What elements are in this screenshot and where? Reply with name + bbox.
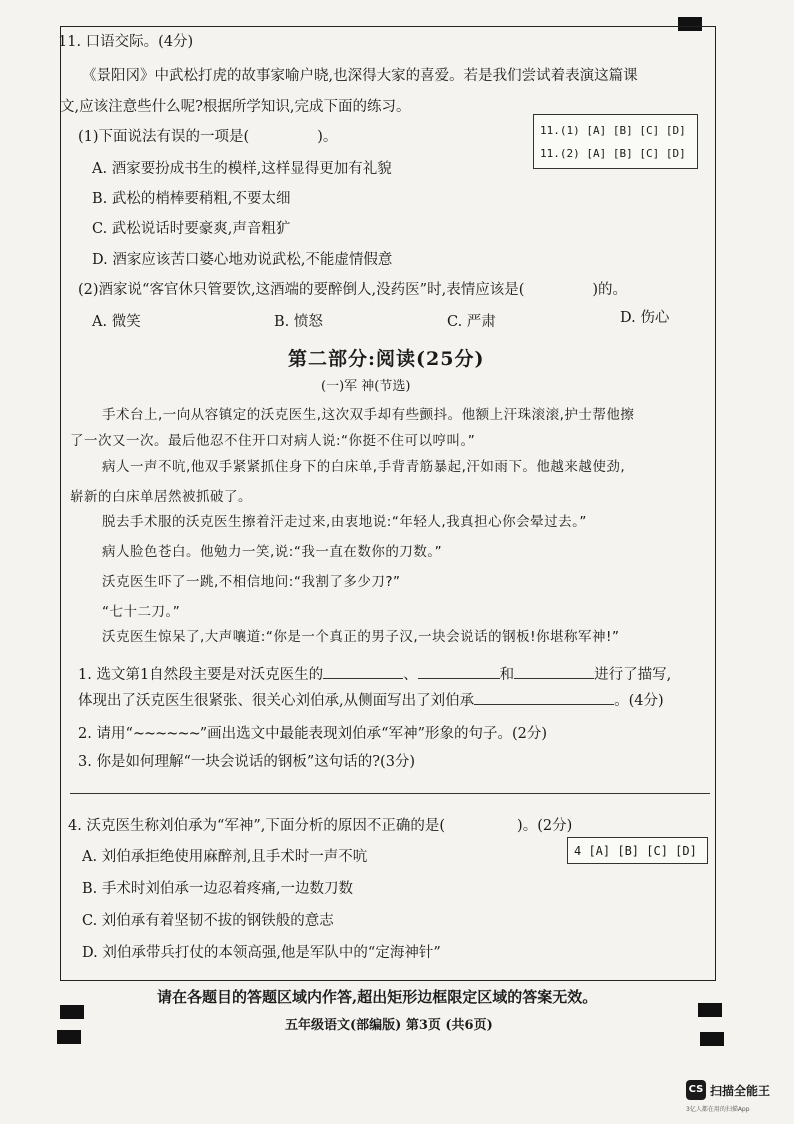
q4-option: D. 刘伯承带兵打仗的本领高强,他是军队中的“定海神针” xyxy=(82,945,441,961)
q1-text xyxy=(78,691,664,709)
q4-option: A. 刘伯承拒绝使用麻醉剂,且手术时一声不吭 xyxy=(82,849,368,865)
q1-points: 。(4分) xyxy=(614,693,664,709)
q1-separator: 和 xyxy=(499,667,515,683)
q11-title: 11. 口语交际。(4分) xyxy=(58,34,194,50)
passage-line: “七十二刀。” xyxy=(102,604,181,620)
q11-option: B. 武松的梢棒要稍粗,不要太细 xyxy=(92,191,291,207)
q1-text xyxy=(78,665,671,683)
alignment-mark xyxy=(60,1005,84,1019)
q11-option: C. 武松说话时要豪爽,声音粗犷 xyxy=(92,221,291,237)
q11-sub2-prefix: (2)酒家说“客官休只管要饮,这酒端的要醉倒人,没药医”时,表情应该是( xyxy=(78,282,525,298)
q11-sub1-prefix: (1)下面说法有误的一项是( xyxy=(78,129,250,145)
q11-intro: 文,应该注意些什么呢?根据所学知识,完成下面的练习。 xyxy=(60,99,411,115)
camscanner-name: 扫描全能王 xyxy=(710,1084,771,1098)
passage-line: 沃克医生吓了一跳,不相信地问:“我割了多少刀?” xyxy=(102,574,401,590)
q11-intro: 《景阳冈》中武松打虎的故事家喻户晓,也深得大家的喜爱。若是我们尝试着表演这篇课 xyxy=(82,68,638,84)
q3-text: 3. 你是如何理解“一块会说话的钢板”这句话的?(3分) xyxy=(78,754,416,770)
q1-blank[interactable] xyxy=(514,665,594,679)
q2-suffix: ”画出选文中最能表现刘伯承“军神”形象的句子。(2分) xyxy=(199,726,548,742)
alignment-mark xyxy=(57,1030,81,1044)
passage-line: 手术台上,一向从容镇定的沃克医生,这次双手却有些颤抖。他额上汗珠滚滚,护士帮他擦 xyxy=(102,407,635,423)
q11-answer-row[interactable]: 11.(1) [A] [B] [C] [D] xyxy=(540,124,686,137)
q11-option: A. 酒家要扮成书生的模样,这样显得更加有礼貌 xyxy=(92,161,392,177)
q4-answer-box[interactable] xyxy=(567,837,708,864)
q2-prefix: 2. 请用“ xyxy=(78,726,133,742)
q1-part-a: 1. 选文第1自然段主要是对沃克医生的 xyxy=(78,667,324,683)
q1-blank[interactable] xyxy=(474,691,614,705)
page-number: 五年级语文(部编版) 第3页 (共6页) xyxy=(285,1018,493,1033)
passage-line: 病人脸色苍白。他勉力一笑,说:“我一直在数你的刀数。” xyxy=(102,544,443,560)
q3-answer-line[interactable] xyxy=(70,793,710,794)
q11-sub2-suffix: )的。 xyxy=(592,282,628,298)
q1-separator: 、 xyxy=(403,667,418,683)
camscanner-logo: CS xyxy=(686,1080,706,1100)
q11-sub1 xyxy=(78,130,337,145)
q11-answer-box[interactable] xyxy=(533,114,698,169)
q1-part-b: 进行了描写, xyxy=(594,667,672,683)
passage-line: 沃克医生惊呆了,大声嚷道:“你是一个真正的男子汉,一块会说话的钢板!你堪称军神!” xyxy=(102,629,620,645)
passage-line: 脱去手术服的沃克医生擦着汗走过来,由衷地说:“年轻人,我真担心你会晕过去。” xyxy=(102,514,587,530)
alignment-mark xyxy=(698,1003,722,1017)
q11-sub2 xyxy=(78,283,627,298)
q11-option: B. 愤怒 xyxy=(274,314,323,330)
camscanner-tagline: 3亿人都在用的扫描App xyxy=(686,1106,750,1113)
q1-blank[interactable] xyxy=(418,665,500,679)
answer-area-notice: 请在各题目的答题区域内作答,超出矩形边框限定区域的答案无效。 xyxy=(157,988,598,1006)
passage-line: 崭新的白床单居然被抓破了。 xyxy=(70,489,252,505)
section-title: 第二部分:阅读(25分) xyxy=(288,348,485,370)
q11-option: A. 微笑 xyxy=(92,314,141,330)
passage-line: 病人一声不吭,他双手紧紧抓住身下的白床单,手背青筋暴起,汗如雨下。他越来越使劲, xyxy=(102,459,626,475)
q4-text xyxy=(68,819,572,834)
passage-title: (一)军 神(节选) xyxy=(321,379,411,394)
q1-line2: 体现出了沃克医生很紧张、很关心刘伯承,从侧面写出了刘伯承 xyxy=(78,693,475,709)
q1-blank[interactable] xyxy=(323,665,403,679)
q2-text xyxy=(78,727,547,742)
wavy-line-icon: ~~~~~~ xyxy=(132,726,200,742)
q4-prefix: 4. 沃克医生称刘伯承为“军神”,下面分析的原因不正确的是( xyxy=(68,818,446,834)
q11-sub1-suffix: )。 xyxy=(317,129,338,145)
alignment-mark xyxy=(700,1032,724,1046)
q11-option: D. 酒家应该苦口婆心地劝说武松,不能虚情假意 xyxy=(92,252,393,268)
q11-option: D. 伤心 xyxy=(620,310,670,326)
q11-option: C. 严肃 xyxy=(447,314,496,330)
q4-suffix: )。(2分) xyxy=(517,818,573,834)
q4-option: C. 刘伯承有着坚韧不拔的钢铁般的意志 xyxy=(82,913,334,929)
passage-line: 了一次又一次。最后他忍不住开口对病人说:“你挺不住可以哼叫。” xyxy=(70,433,476,449)
q11-answer-row[interactable]: 11.(2) [A] [B] [C] [D] xyxy=(540,147,686,160)
q4-option: B. 手术时刘伯承一边忍着疼痛,一边数刀数 xyxy=(82,881,353,897)
q4-answer-row[interactable]: 4 [A] [B] [C] [D] xyxy=(574,844,697,858)
